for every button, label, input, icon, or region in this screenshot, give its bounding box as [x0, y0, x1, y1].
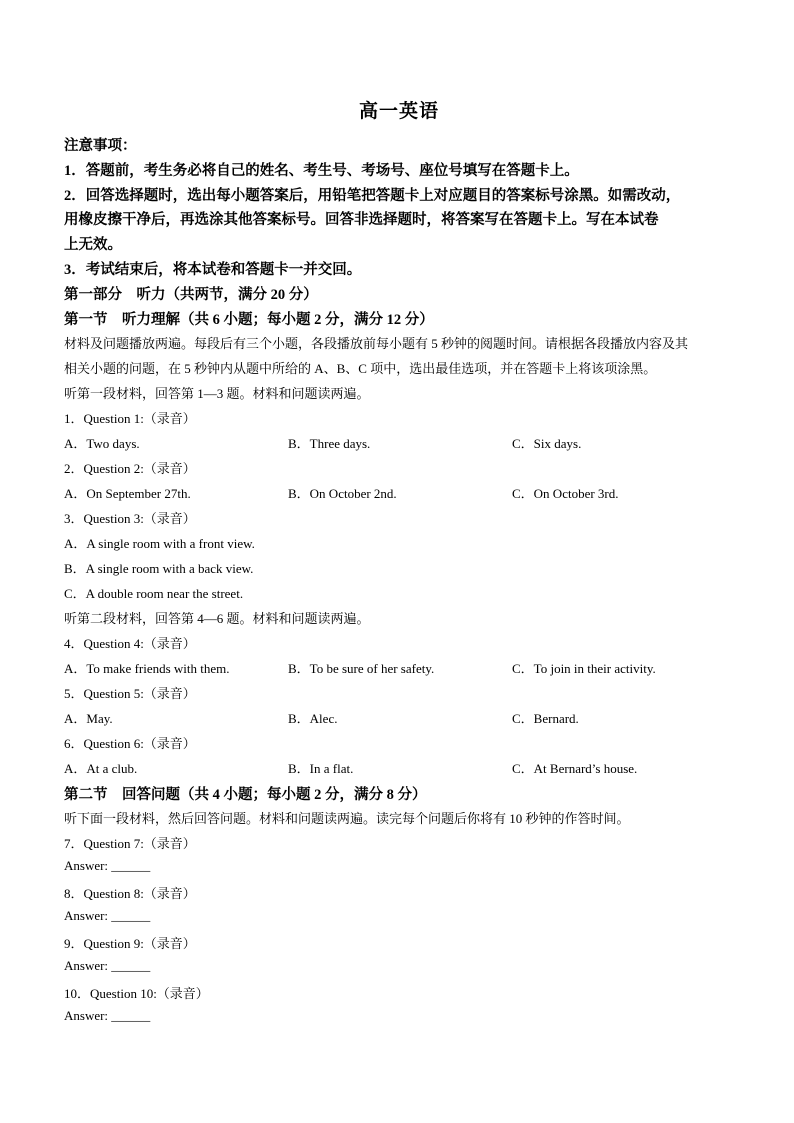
- question-1-stem: 1．Question 1:（录音）: [64, 411, 196, 426]
- section1-heading: 第一节 听力理解（共 6 小题；每小题 2 分，满分 12 分）: [64, 312, 434, 328]
- section2-instruction: 听下面一段材料，然后回答问题。材料和问题读两遍。读完每个问题后你将有 10 秒钟的作答时间。: [64, 811, 630, 826]
- question-3-option-c: C．A double room near the street.: [64, 586, 244, 601]
- question-6-option-a: A．At a club.: [64, 761, 138, 776]
- question-3-option-a: A．A single room with a front view.: [64, 536, 255, 551]
- question-8-answer: Answer: ______: [64, 908, 151, 923]
- question-4-option-b: B．To be sure of her safety.: [288, 661, 435, 676]
- material-2-instruction: 听第二段材料，回答第 4—6 题。材料和问题读两遍。: [64, 611, 370, 626]
- notice-item-2-line-3: 上无效。: [64, 237, 122, 253]
- question-2-option-b: B．On October 2nd.: [288, 486, 397, 501]
- notice-item-2-line-1: 2．回答选择题时，选出每小题答案后，用铅笔把答题卡上对应题目的答案标号涂黑。如需改动，: [64, 188, 681, 204]
- notice-heading: 注意事项：: [64, 138, 137, 154]
- question-10-stem: 10．Question 10:（录音）: [64, 986, 209, 1001]
- question-6-option-b: B．In a flat.: [288, 761, 354, 776]
- page-title: 高一英语: [358, 101, 439, 122]
- section2-heading: 第二节 回答问题（共 4 小题；每小题 2 分，满分 8 分）: [64, 787, 427, 803]
- question-2-stem: 2．Question 2:（录音）: [64, 461, 196, 476]
- question-2-option-c: C．On October 3rd.: [512, 486, 619, 501]
- question-8-stem: 8．Question 8:（录音）: [64, 886, 196, 901]
- question-6-option-c: C．At Bernard’s house.: [512, 761, 638, 776]
- question-7-stem: 7．Question 7:（录音）: [64, 836, 196, 851]
- question-5-option-c: C．Bernard.: [512, 711, 579, 726]
- question-5-option-b: B．Alec.: [288, 711, 338, 726]
- question-5-stem: 5．Question 5:（录音）: [64, 686, 196, 701]
- question-9-stem: 9．Question 9:（录音）: [64, 936, 196, 951]
- material-1-instruction: 听第一段材料，回答第 1—3 题。材料和问题读两遍。: [64, 386, 370, 401]
- question-7-answer: Answer: ______: [64, 858, 151, 873]
- question-4-option-c: C．To join in their activity.: [512, 661, 656, 676]
- question-5-option-a: A．May.: [64, 711, 113, 726]
- question-4-stem: 4．Question 4:（录音）: [64, 636, 196, 651]
- question-9-answer: Answer: ______: [64, 958, 151, 973]
- question-2-option-a: A．On September 27th.: [64, 486, 191, 501]
- notice-item-1: 1．答题前，考生务必将自己的姓名、考生号、考场号、座位号填写在答题卡上。: [64, 163, 579, 179]
- question-4-option-a: A．To make friends with them.: [64, 661, 230, 676]
- section1-instruction-line-2: 相关小题的问题，在 5 秒钟内从题中所给的 A、B、C 项中，选出最佳选项，并在答题卡上将该项涂黑。: [64, 361, 657, 376]
- notice-item-3: 3．考试结束后，将本试卷和答题卡一并交回。: [64, 262, 362, 278]
- question-1-option-b: B．Three days.: [288, 436, 371, 451]
- question-6-stem: 6．Question 6:（录音）: [64, 736, 196, 751]
- question-1-option-a: A．Two days.: [64, 436, 140, 451]
- section1-instruction-line-1: 材料及问题播放两遍。每段后有三个小题，各段播放前每小题有 5 秒钟的阅题时间。请根据各段播放内容及其: [64, 336, 689, 351]
- part1-heading: 第一部分 听力（共两节，满分 20 分）: [64, 287, 318, 303]
- notice-item-2-line-2: 用橡皮擦干净后，再选涂其他答案标号。回答非选择题时，将答案写在答题卡上。写在本试卷: [64, 212, 659, 228]
- question-10-answer: Answer: ______: [64, 1008, 151, 1023]
- question-3-stem: 3．Question 3:（录音）: [64, 511, 196, 526]
- question-3-option-b: B．A single room with a back view.: [64, 561, 254, 576]
- question-1-option-c: C．Six days.: [512, 436, 582, 451]
